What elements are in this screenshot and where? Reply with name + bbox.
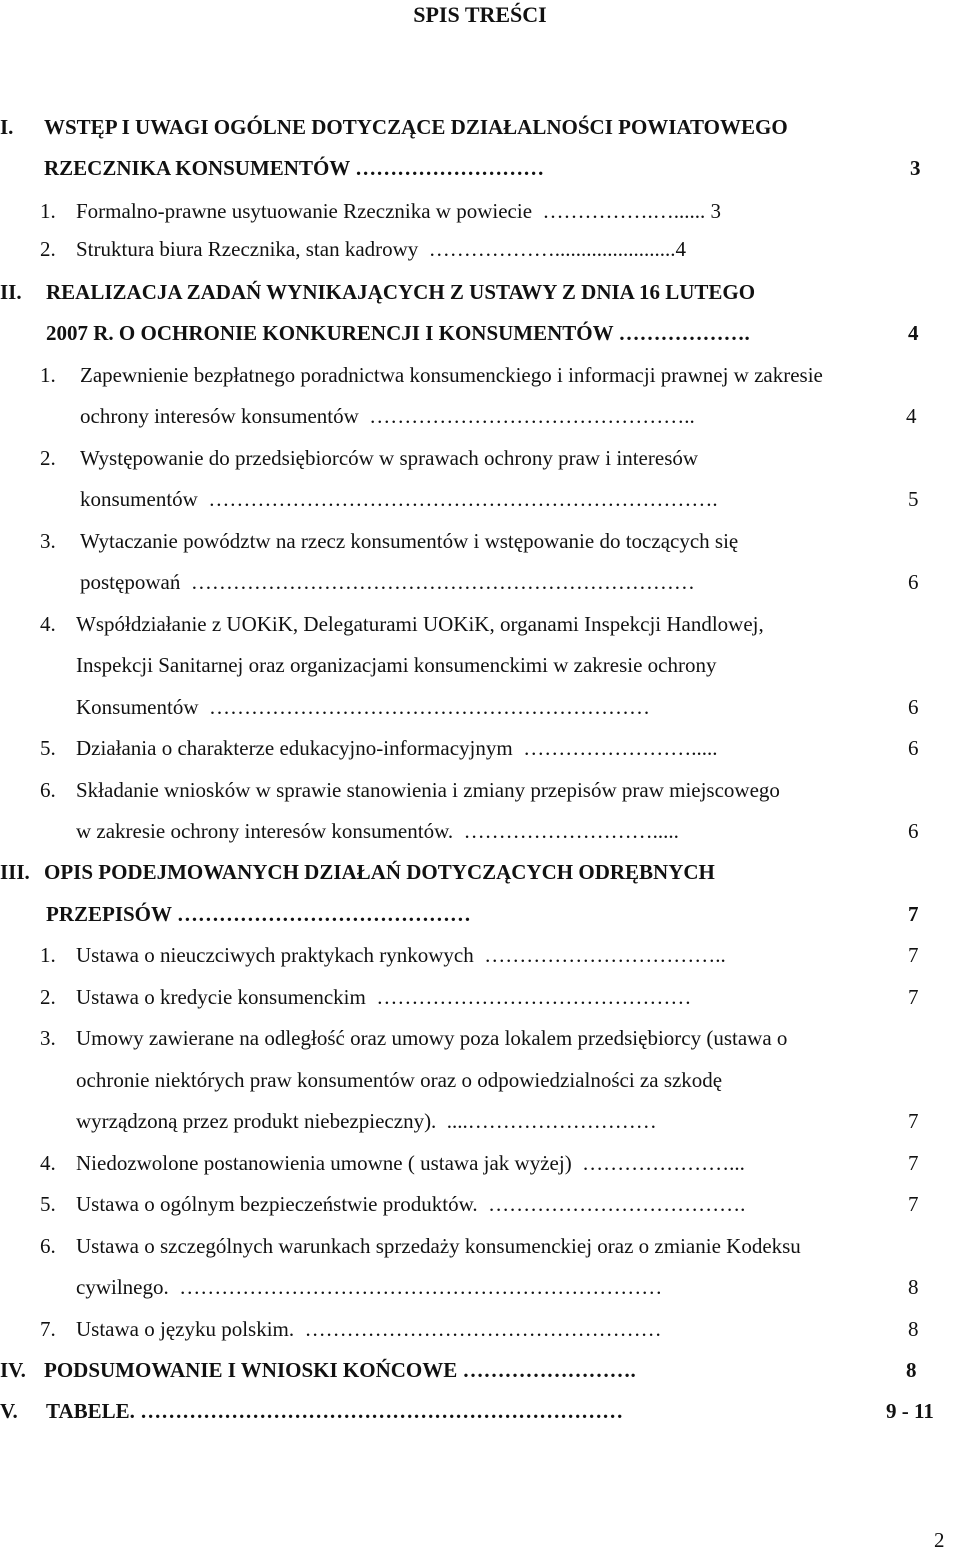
toc-page-number: 4 [906,404,917,428]
toc-page-number: 8 [908,1317,919,1341]
toc-entry-number: 1. [40,199,56,223]
toc-page-number: 3 [910,156,921,180]
toc-entry-cont [0,648,960,682]
toc-entry-text-cont: w zakresie ochrony interesów konsumentów. ………………………..... [76,819,679,843]
toc-entry-text: Współdziałanie z UOKiK, Delegaturami UOKiK, organami Inspekcji Handlowej, [76,612,764,636]
toc-entry-text-cont: ochrony interesów konsumentów ……………………………………….. [80,404,695,428]
toc-entry-text: Wytaczanie powództw na rzecz konsumentów i wstępowanie do toczących się [80,529,739,553]
toc-section-number: II. [0,280,22,304]
toc-entry [0,1187,960,1221]
toc-page-number: 4 [908,321,919,345]
toc-section-title: REALIZACJA ZADAŃ WYNIKAJĄCYCH Z USTAWY Z DNIA 16 LUTEGO [46,280,756,304]
toc-entry-number: 4. [40,612,56,636]
toc-entry-cont [0,482,960,516]
toc-entry-number: 3. [40,529,56,553]
toc-page-number: 7 [908,1192,919,1216]
toc-page-number: 8 [908,1275,919,1299]
toc-entry-text: Składanie wniosków w sprawie stanowienia i zmiany przepisów praw miejscowego [76,778,780,802]
toc-entry-text-cont: ochronie niektórych praw konsumentów oraz o odpowiedzialności za szkodę [76,1068,723,1092]
toc-section-title-cont: RZECZNIKA KONSUMENTÓW ……………………… [44,156,545,180]
toc-entry-text: Ustawa o szczególnych warunkach sprzedaży konsumenckiej oraz o zmianie Kodeksu [76,1234,801,1258]
toc-entry [0,524,960,558]
toc-page-number: 7 [908,1151,919,1175]
toc-page-number: 8 [906,1358,917,1382]
toc-entry-text: Formalno-prawne usytuowanie Rzecznika w powiecie …………….…...... 3 [76,199,722,223]
toc-section-v [0,1394,960,1428]
toc-entry-number: 2. [40,985,56,1009]
toc-entry [0,938,960,972]
toc-section-number: I. [0,115,14,139]
toc-entry-text-cont: konsumentów ………………………………………………………………. [80,487,718,511]
toc-entry-text-cont: postępowań ……………………………………………………………… [80,570,695,594]
toc-section-title-cont: 2007 R. O OCHRONIE KONKURENCJI I KONSUMENTÓW ………………. [46,321,750,345]
toc-entry-text-cont: Konsumentów ……………………………………………………… [76,695,650,719]
toc-entry-number: 6. [40,778,56,802]
toc-page-number: 7 [908,943,919,967]
toc-entry [0,1146,960,1180]
toc-page-number: 6 [908,736,919,760]
toc-entry-number: 3. [40,1026,56,1050]
toc-entry-text: Ustawa o ogólnym bezpieczeństwie produktów. ………………………………. [76,1192,746,1216]
toc-entry-number: 1. [40,943,56,967]
toc-entry-text-cont: Inspekcji Sanitarnej oraz organizacjami konsumenckimi w zakresie ochrony [76,653,717,677]
toc-entry-text: Występowanie do przedsiębiorców w sprawach ochrony praw i interesów [80,446,699,470]
toc-entry-number: 5. [40,1192,56,1216]
toc-entry [0,1021,960,1055]
toc-section-number: III. [0,860,30,884]
toc-page-number: 6 [908,819,919,843]
toc-page-number: 7 [908,902,919,926]
toc-section-number: V. [0,1399,18,1423]
toc-entry-cont [0,565,960,599]
toc-entry-number: 1. [40,363,56,387]
toc-entry-text: Zapewnienie bezpłatnego poradnictwa konsumenckiego i informacji prawnej w zakresie [80,363,823,387]
toc-entry [0,232,960,266]
toc-section-ii-cont [0,316,960,350]
toc-entry [0,731,960,765]
toc-entry-text-cont: wyrządzoną przez produkt niebezpieczny). ....……………………… [76,1109,657,1133]
toc-entry-number: 4. [40,1151,56,1175]
toc-section-title: TABELE. …………………………………………………………… [46,1399,624,1423]
toc-entry-text: Ustawa o języku polskim. …………………………………………… [76,1317,662,1341]
page-title: SPIS TREŚCI [413,2,547,27]
toc-section-i-cont [0,151,960,185]
toc-entry-text: Ustawa o nieuczciwych praktykach rynkowych …………………………….. [76,943,726,967]
toc-entry-number: 5. [40,736,56,760]
toc-entry [0,980,960,1014]
toc-section-number: IV. [0,1358,26,1382]
toc-entry-number: 2. [40,446,56,470]
toc-section-title-cont: PRZEPISÓW …………………………………… [46,902,471,926]
toc-entry-text: Niedozwolone postanowienia umowne ( ustawa jak wyżej) …………………... [76,1151,745,1175]
toc-entry-cont [0,1104,960,1138]
toc-entry-text: Umowy zawierane na odległość oraz umowy poza lokalem przedsiębiorcy (ustawa o [76,1026,788,1050]
toc-entry-number: 7. [40,1317,56,1341]
toc-entry-number: 6. [40,1234,56,1258]
toc-page-number: 7 [908,985,919,1009]
toc-entry-number: 2. [40,237,56,261]
toc-entry-text: Ustawa o kredycie konsumenckim ……………………………………… [76,985,692,1009]
toc-section-title: WSTĘP I UWAGI OGÓLNE DOTYCZĄCE DZIAŁALNOŚCI POWIATOWEGO [44,115,788,139]
toc-section-iii-cont [0,897,960,931]
toc-entry-cont [0,399,960,433]
toc-entry [0,607,960,641]
toc-entry [0,441,960,475]
toc-section-ii [0,275,960,309]
toc-entry [0,773,960,807]
footer-page-number: 2 [934,1528,945,1552]
toc-section-title: OPIS PODEJMOWANYCH DZIAŁAŃ DOTYCZĄCYCH ODRĘBNYCH [44,860,715,884]
toc-section-iii [0,855,960,889]
toc-entry-cont [0,1063,960,1097]
toc-page-number: 7 [908,1109,919,1133]
toc-section-iv [0,1353,960,1387]
toc-entry-text: Działania o charakterze edukacyjno-informacyjnym ……………………..... [76,736,718,760]
toc-page-number: 9 - 11 [886,1399,934,1423]
toc-page-number: 6 [908,695,919,719]
toc-entry [0,1229,960,1263]
toc-entry [0,194,960,228]
toc-entry-cont [0,690,960,724]
toc-entry [0,1312,960,1346]
toc-section-title: PODSUMOWANIE I WNIOSKI KOŃCOWE ……………………. [44,1358,636,1382]
toc-entry-text-cont: cywilnego. …………………………………………………………… [76,1275,663,1299]
toc-page-number: 6 [908,570,919,594]
toc-entry [0,358,960,392]
toc-entry-cont [0,1270,960,1304]
toc-entry-text: Struktura biura Rzecznika, stan kadrowy ……………….......................4 [76,237,687,261]
toc-section-i [0,110,960,144]
toc-entry-cont [0,814,960,848]
toc-page-number: 5 [908,487,919,511]
